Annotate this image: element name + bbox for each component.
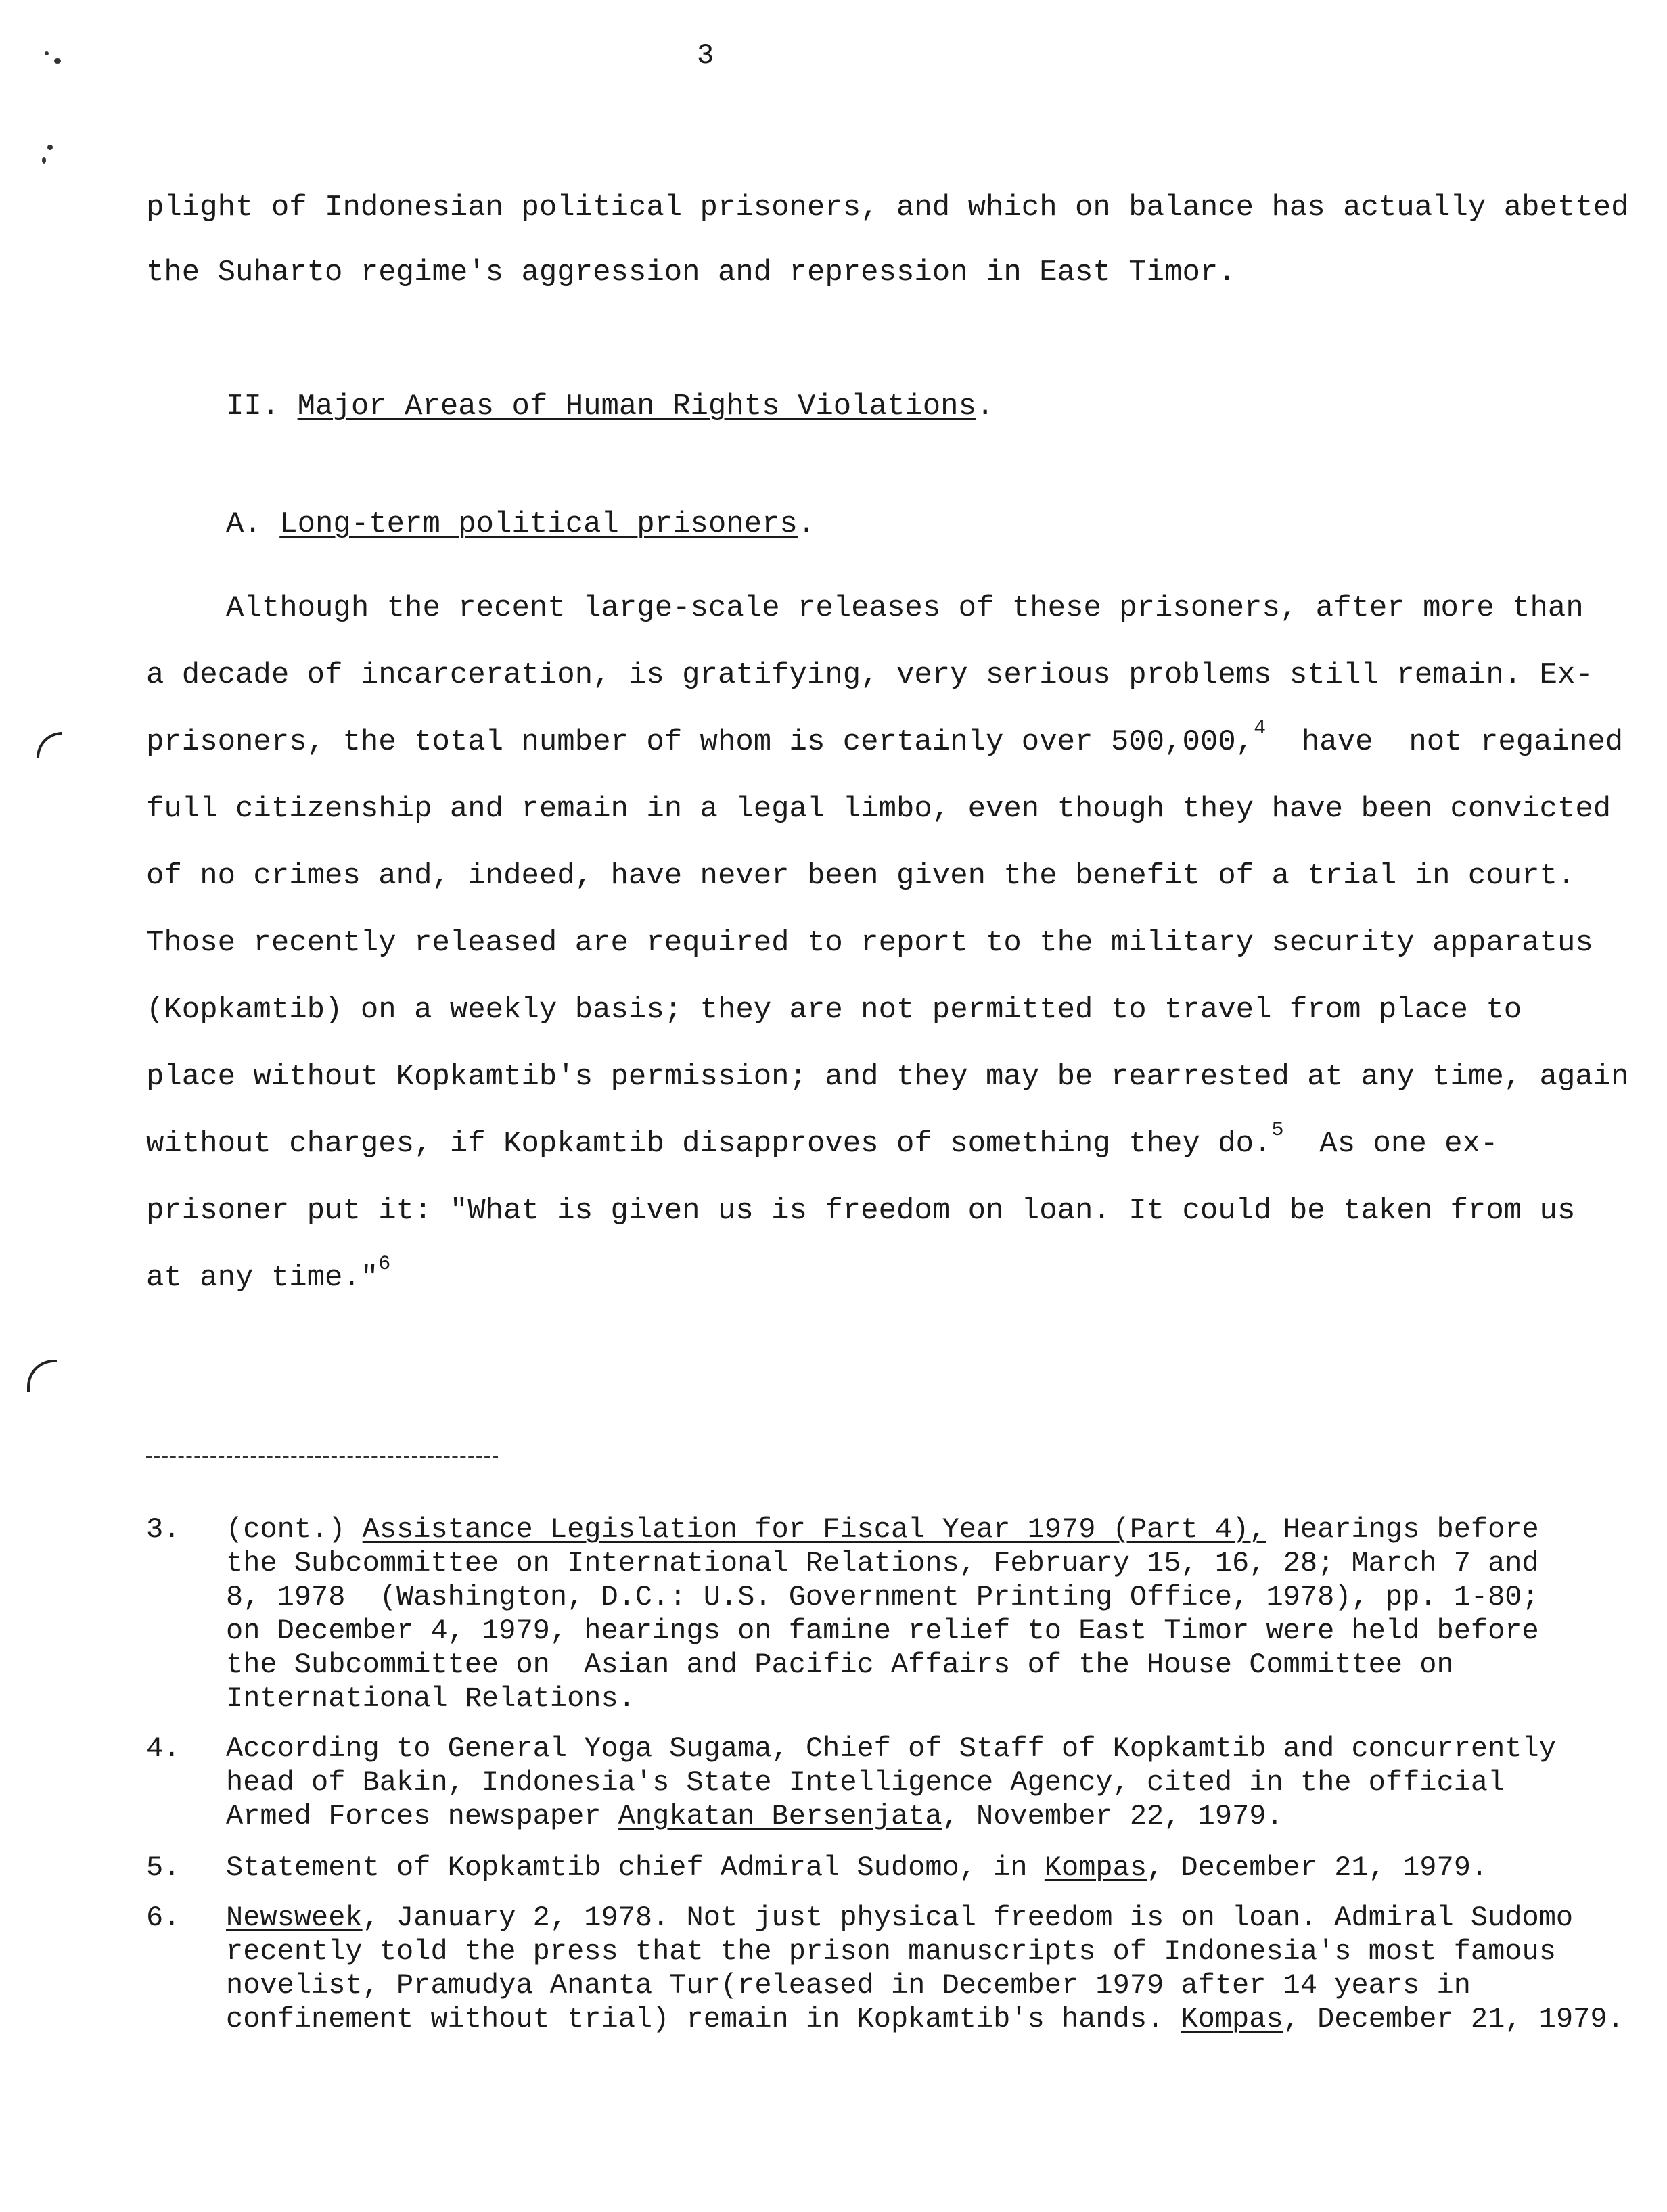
footnote-line	[226, 1851, 1488, 1885]
footnote-number: 3.	[146, 1513, 181, 1546]
footnote-number: 6.	[146, 1902, 181, 1934]
paragraph-text: have not regained	[1266, 725, 1624, 759]
paragraph-text: prisoners, the total number of whom is certainly over 500,000,	[146, 725, 1254, 759]
paragraph-line: of no crimes and, indeed, have never been given the benefit of a trial in court.	[146, 859, 1576, 893]
paragraph-line: full citizenship and remain in a legal limbo, even though they have been convicted	[146, 792, 1612, 826]
footnote-text-span: confinement without trial) remain in Kopkamtib's hands.	[226, 2003, 1181, 2035]
paragraph-line	[146, 1253, 391, 1295]
cited-title: Kompas	[1044, 1851, 1147, 1884]
footnote-line: recently told the press that the prison manuscripts of Indonesia's most famous	[226, 1935, 1556, 1968]
footnote-text-span: , December 21, 1979.	[1283, 2003, 1624, 2035]
scan-speck	[54, 58, 61, 64]
footnote-text	[226, 1851, 1488, 1885]
paragraph-line: a decade of incarceration, is gratifying, very serious problems still remain. Ex-	[146, 658, 1593, 692]
section-prefix: II.	[226, 390, 298, 423]
intro-line: plight of Indonesian political prisoners, and which on balance has actually abetted	[146, 191, 1629, 225]
footnote-line	[226, 1901, 1624, 1935]
section-heading	[226, 390, 994, 423]
paragraph-text: As one ex-	[1283, 1127, 1499, 1161]
page-number: 3	[697, 39, 714, 72]
paragraph-text: without charges, if Kopkamtib disapproves of something they do.	[146, 1127, 1272, 1161]
subsection-suffix: .	[797, 507, 816, 541]
section-title: Major Areas of Human Rights Violations	[297, 390, 976, 423]
margin-mark	[27, 1360, 57, 1392]
footnote-text-span: (cont.)	[226, 1513, 363, 1546]
scan-speck	[47, 145, 53, 150]
footnote-line: the Subcommittee on Asian and Pacific Affairs of the House Committee on	[226, 1649, 1454, 1681]
footnote-ref-4[interactable]: 4	[1254, 717, 1266, 740]
subsection-prefix: A.	[226, 507, 280, 541]
intro-line: the Suharto regime's aggression and repression in East Timor.	[146, 256, 1236, 290]
margin-mark	[37, 732, 62, 758]
footnote-line: According to General Yoga Sugama, Chief of Staff of Kopkamtib and concurrently	[226, 1732, 1556, 1765]
section-suffix: .	[976, 390, 995, 423]
paragraph-line	[146, 1119, 1499, 1161]
footnote-line	[226, 2002, 1624, 2036]
paragraph-text: at any time."	[146, 1261, 379, 1295]
footnote-line: International Relations.	[226, 1682, 635, 1715]
paragraph-line: Those recently released are required to report to the military security apparatus	[146, 926, 1593, 960]
paragraph-line: (Kopkamtib) on a weekly basis; they are not permitted to travel from place to	[146, 993, 1522, 1027]
footnote-line: on December 4, 1979, hearings on famine relief to East Timor were held before	[226, 1615, 1539, 1647]
footnote-text	[226, 1732, 1556, 1833]
cited-title: Angkatan Bersenjata	[618, 1800, 942, 1833]
footnote-text-span: Hearings before	[1266, 1513, 1539, 1546]
footnote-line: novelist, Pramudya Ananta Tur(released in December 1979 after 14 years in	[226, 1969, 1471, 2002]
footnote-ref-6[interactable]: 6	[378, 1253, 391, 1276]
scan-speck	[42, 157, 46, 164]
cited-title: Newsweek	[226, 1902, 363, 1934]
footnote-line: the Subcommittee on International Relations, February 15, 16, 28; March 7 and	[226, 1547, 1539, 1580]
subsection-heading	[226, 507, 815, 541]
footnote-line	[226, 1513, 1539, 1546]
footnote-text-span: Armed Forces newspaper	[226, 1800, 618, 1833]
footnote-line: 8, 1978 (Washington, D.C.: U.S. Government Printing Office, 1978), pp. 1-80;	[226, 1581, 1539, 1613]
footnote-line: head of Bakin, Indonesia's State Intelligence Agency, cited in the official	[226, 1766, 1505, 1799]
footnote-text-span: Statement of Kopkamtib chief Admiral Sudomo, in	[226, 1851, 1045, 1884]
footnote-text	[226, 1901, 1624, 2036]
footnote-ref-5[interactable]: 5	[1271, 1119, 1284, 1142]
footnote-text-span: , November 22, 1979.	[942, 1800, 1283, 1833]
footnote-text-span: , December 21, 1979.	[1147, 1851, 1488, 1884]
footnote-text-span: , January 2, 1978. Not just physical freedom is on loan. Admiral Sudomo	[362, 1902, 1574, 1934]
paragraph-line	[146, 717, 1624, 759]
paragraph-line: Although the recent large-scale releases of these prisoners, after more than	[226, 591, 1584, 625]
footnote-number: 4.	[146, 1732, 181, 1765]
cited-title: Assistance Legislation for Fiscal Year 1979 (Part 4),	[362, 1513, 1266, 1546]
cited-title: Kompas	[1181, 2003, 1283, 2035]
paragraph-line: prisoner put it: "What is given us is freedom on loan. It could be taken from us	[146, 1194, 1576, 1228]
subsection-title: Long-term political prisoners	[279, 507, 798, 541]
footnote-number: 5.	[146, 1851, 181, 1884]
footnote-line	[226, 1799, 1556, 1833]
paragraph-line: place without Kopkamtib's permission; and they may be rearrested at any time, again	[146, 1060, 1629, 1094]
footnote-separator	[146, 1456, 498, 1458]
footnote-text	[226, 1513, 1539, 1715]
scan-speck	[45, 51, 49, 55]
